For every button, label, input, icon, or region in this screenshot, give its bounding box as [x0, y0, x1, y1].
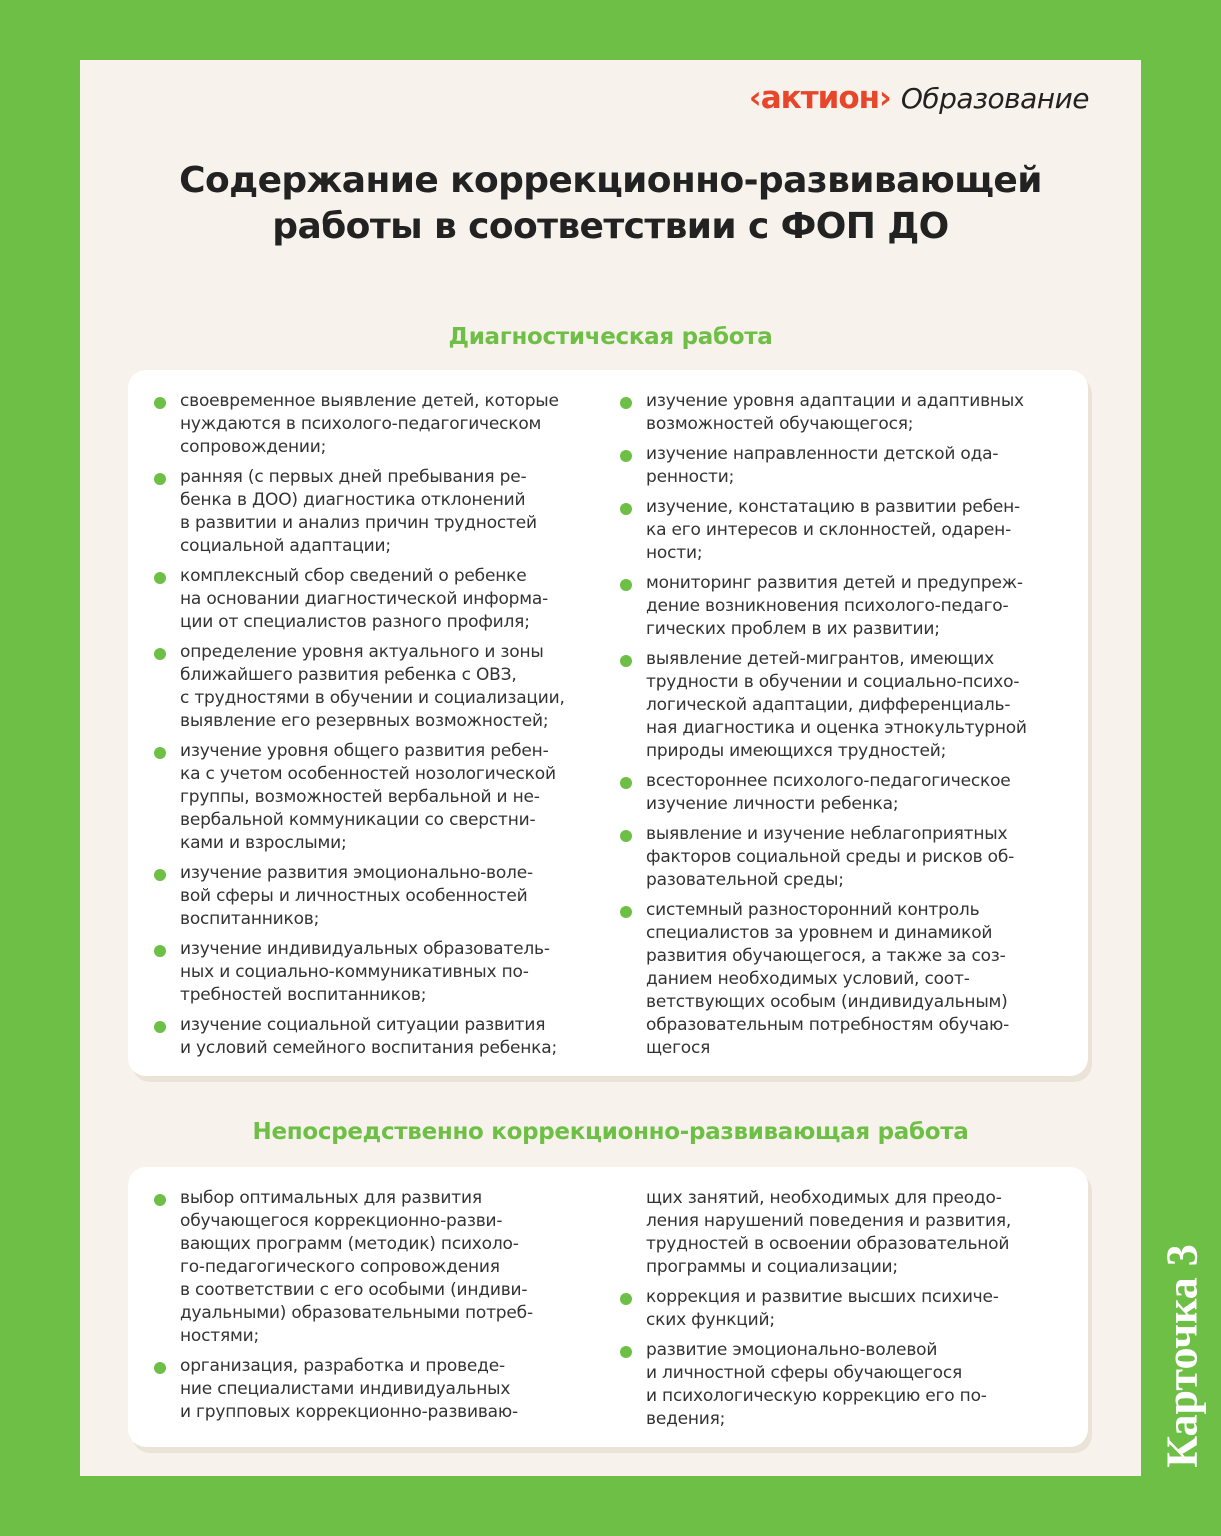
list-item-text: ренности;: [646, 467, 735, 487]
list-item-text: изучение, констатацию в развитии ребен-: [646, 497, 1020, 517]
bullet-icon: [620, 777, 632, 789]
list-item-text: выявление и изучение неблагоприятных: [646, 824, 1008, 844]
list-item: [646, 572, 1086, 641]
list-item: [180, 862, 620, 931]
list-item-text: в развитии и анализ причин трудностей: [180, 513, 537, 533]
list-item-text: на основании диагностической информа-: [180, 589, 549, 609]
bullet-icon: [620, 1346, 632, 1358]
list-item-text: мониторинг развития детей и предупреж-: [646, 573, 1023, 593]
list-item-text: выявление детей-мигрантов, имеющих: [646, 649, 995, 669]
list-item-text: вербальной коммуникации со сверстни-: [180, 810, 536, 830]
bullet-icon: [620, 1293, 632, 1305]
card-number-label: [1150, 1236, 1214, 1476]
list-item: [646, 390, 1086, 436]
list-item-text: организация, разработка и проведе-: [180, 1356, 505, 1376]
list-item-text: дуальными) образовательными потреб-: [180, 1303, 533, 1323]
bullet-icon: [620, 906, 632, 918]
page-title-line: Содержание коррекционно-развивающей: [179, 160, 1042, 201]
list-item-text: ности;: [646, 543, 703, 563]
list-item: [180, 938, 620, 1007]
list-item-text: и личностной сферы обучающегося: [646, 1363, 962, 1383]
bullet-icon: [154, 1362, 166, 1374]
list-item-text: определение уровня актуального и зоны: [180, 642, 544, 662]
list-item-text: образовательным потребностям обучаю-: [646, 1015, 1010, 1035]
bullet-icon: [154, 747, 166, 759]
list-item-text: ближайшего развития ребенка с ОВЗ,: [180, 665, 517, 685]
list-item-text: обучающегося коррекционно-разви-: [180, 1211, 503, 1231]
page-title: [80, 158, 1141, 250]
list-item-text: изучение социальной ситуации развития: [180, 1015, 546, 1035]
bullet-icon: [154, 945, 166, 957]
list-item-text: ностями;: [180, 1326, 259, 1346]
list-item: [180, 641, 620, 733]
list-item-text: ная диагностика и оценка этнокультурной: [646, 718, 1027, 738]
page-title-line: работы в соответствии с ФОП ДО: [272, 206, 949, 247]
bullet-icon: [154, 1021, 166, 1033]
list-item-text: щих занятий, необходимых для преодо-: [646, 1188, 1002, 1208]
list-item-text: своевременное выявление детей, которые: [180, 391, 559, 411]
list-item-text: изучение направленности детской ода-: [646, 444, 999, 464]
list-item-text: ветствующих особым (индивидуальным): [646, 992, 1008, 1012]
list-item: [646, 823, 1086, 892]
list-item-text: всестороннее психолого-педагогическое: [646, 771, 1011, 791]
logo-brand: ‹актион›: [748, 80, 891, 116]
list-item-text: выявление его резервных возможностей;: [180, 711, 549, 731]
diagnostic-left-column: [180, 390, 620, 1067]
list-item: [646, 899, 1086, 1060]
diagnostic-right-column: [646, 390, 1086, 1067]
list-item-text: бенка в ДОО) диагностика отклонений: [180, 490, 526, 510]
list-item-text: ранняя (с первых дней пребывания ре-: [180, 467, 527, 487]
list-item-text: ками и взрослыми;: [180, 833, 347, 853]
list-item-text: и психологическую коррекцию его по-: [646, 1386, 987, 1406]
list-item-text: природы имеющихся трудностей;: [646, 741, 947, 761]
list-item-text: коррекция и развитие высших психиче-: [646, 1287, 999, 1307]
bullet-icon: [620, 503, 632, 515]
list-item-text: ведения;: [646, 1409, 726, 1429]
list-item: [646, 1286, 1086, 1332]
list-item-text: сопровождении;: [180, 437, 327, 457]
list-item-text: факторов социальной среды и рисков об-: [646, 847, 1015, 867]
list-item-text: воспитанников;: [180, 909, 320, 929]
list-item-text: вой сферы и личностных особенностей: [180, 886, 528, 906]
correction-card: [128, 1167, 1088, 1447]
bullet-icon: [620, 579, 632, 591]
list-item-text: ка с учетом особенностей нозологической: [180, 764, 556, 784]
diagnostic-card: [128, 370, 1088, 1076]
list-item-text: изучение личности ребенка;: [646, 794, 899, 814]
list-item-text: разовательной среды;: [646, 870, 844, 890]
list-item-text: группы, возможностей вербальной и не-: [180, 787, 540, 807]
list-item-text: в соответствии с его особыми (индиви-: [180, 1280, 528, 1300]
bullet-icon: [620, 397, 632, 409]
list-item: [646, 443, 1086, 489]
list-item-text: ние специалистами индивидуальных: [180, 1379, 511, 1399]
list-item-text: данием необходимых условий, соот-: [646, 969, 970, 989]
list-item-text: специалистов за уровнем и динамикой: [646, 923, 993, 943]
bullet-icon: [620, 655, 632, 667]
list-item: [180, 1187, 620, 1348]
list-item-text: нуждаются в психолого-педагогическом: [180, 414, 542, 434]
bullet-icon: [154, 572, 166, 584]
list-item-text: ции от специалистов разного профиля;: [180, 612, 530, 632]
list-item-text: социальной адаптации;: [180, 536, 391, 556]
list-item-text: трудностей в освоении образовательной: [646, 1234, 1010, 1254]
bullet-icon: [154, 473, 166, 485]
list-item: [180, 740, 620, 855]
bullet-icon: [620, 830, 632, 842]
list-item-text: логической адаптации, дифференциаль-: [646, 695, 1011, 715]
list-item: [646, 1187, 1086, 1279]
list-item: [180, 565, 620, 634]
list-item-text: щегося: [646, 1038, 711, 1058]
section-heading-correction: Непосредственно коррекционно-развивающая работа: [252, 1119, 969, 1145]
list-item-text: с трудностями в обучении и социализации,: [180, 688, 565, 708]
list-item-text: комплексный сбор сведений о ребенке: [180, 566, 527, 586]
list-item: [180, 1355, 620, 1424]
list-item-text: развитие эмоционально-волевой: [646, 1340, 938, 1360]
section-heading-diagnostic: Диагностическая работа: [448, 324, 773, 350]
list-item-text: изучение уровня адаптации и адаптивных: [646, 391, 1024, 411]
list-item-text: изучение индивидуальных образователь-: [180, 939, 550, 959]
list-item-text: изучение развития эмоционально-воле-: [180, 863, 533, 883]
list-item-text: требностей воспитанников;: [180, 985, 427, 1005]
list-item: [646, 770, 1086, 816]
aktion-logo: [749, 78, 1089, 118]
list-item-text: трудности в обучении и социально-психо-: [646, 672, 1020, 692]
list-item-text: и условий семейного воспитания ребенка;: [180, 1038, 557, 1058]
logo-product: Образование: [900, 81, 1089, 115]
correction-left-column: [180, 1187, 620, 1431]
bullet-icon: [154, 397, 166, 409]
list-item-text: дение возникновения психолого-педаго-: [646, 596, 1009, 616]
list-item: [180, 1014, 620, 1060]
list-item-text: изучение уровня общего развития ребен-: [180, 741, 549, 761]
list-item-text: ных и социально-коммуникативных по-: [180, 962, 529, 982]
list-item-text: ка его интересов и склонностей, одарен-: [646, 520, 1012, 540]
list-item-text: гических проблем в их развитии;: [646, 619, 940, 639]
list-item: [646, 1339, 1086, 1431]
list-item-text: развития обучающегося, а также за соз-: [646, 946, 1006, 966]
list-item-text: программы и социализации;: [646, 1257, 898, 1277]
bullet-icon: [620, 450, 632, 462]
bullet-icon: [154, 869, 166, 881]
card-page: [80, 60, 1141, 1476]
bullet-icon: [154, 1194, 166, 1206]
list-item: [646, 648, 1086, 763]
list-item-text: вающих программ (методик) психоло-: [180, 1234, 519, 1254]
list-item-text: системный разносторонний контроль: [646, 900, 980, 920]
list-item-text: го-педагогического сопровождения: [180, 1257, 500, 1277]
list-item-text: выбор оптимальных для развития: [180, 1188, 482, 1208]
list-item-text: возможностей обучающегося;: [646, 414, 914, 434]
list-item: [180, 466, 620, 558]
correction-right-column: [646, 1187, 1086, 1438]
card-number-text: Карточка 3: [1157, 1244, 1207, 1468]
list-item: [180, 390, 620, 459]
list-item: [646, 496, 1086, 565]
list-item-text: ления нарушений поведения и развития,: [646, 1211, 1012, 1231]
list-item-text: и групповых коррекционно-развиваю-: [180, 1402, 518, 1422]
bullet-icon: [154, 648, 166, 660]
list-item-text: ских функций;: [646, 1310, 775, 1330]
